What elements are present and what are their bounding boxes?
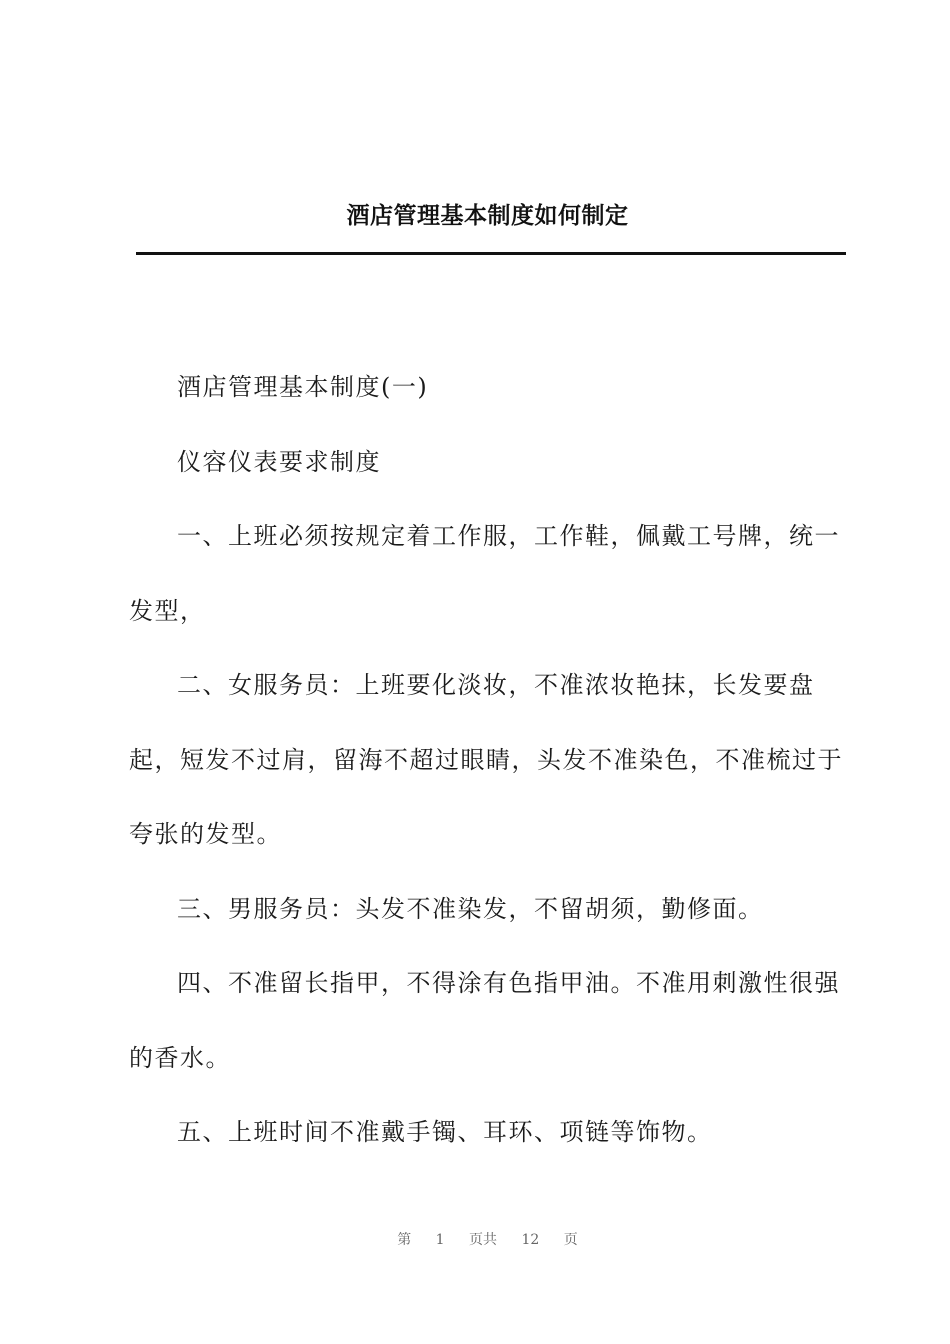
footer-prefix: 第 xyxy=(397,1232,412,1248)
document-title: 酒店管理基本制度如何制定 xyxy=(346,202,629,229)
paragraph-rule-5: 五、上班时间不准戴手镯、耳环、项链等饰物。 xyxy=(177,1118,713,1146)
paragraph-subheading: 仪容仪表要求制度 xyxy=(177,447,381,476)
paragraph-rule-4: 四、不准留长指甲，不得涂有色指甲油。不准用刺激性很强的香水。 xyxy=(129,969,840,1072)
paragraph-section-heading: 酒店管理基本制度(一) xyxy=(177,373,429,401)
footer-total-pages: 12 xyxy=(521,1232,540,1248)
paragraph-rule-3: 三、男服务员：头发不准染发，不留胡须，勤修面。 xyxy=(177,894,764,923)
paragraph-rule-2: 二、女服务员：上班要化淡妆，不准浓妆艳抹，长发要盘起，短发不过肩，留海不超过眼睛，头发不准染色，不准梳过于夸张的发型。 xyxy=(129,671,843,848)
footer-middle: 页共 xyxy=(469,1232,498,1248)
footer-page-number: 1 xyxy=(435,1232,445,1248)
footer-suffix: 页 xyxy=(563,1232,578,1248)
paragraph-rule-1: 一、上班必须按规定着工作服，工作鞋，佩戴工号牌，统一发型， xyxy=(129,522,840,625)
title-divider xyxy=(136,252,846,255)
document-body xyxy=(129,350,854,1170)
page-footer xyxy=(0,1229,950,1251)
